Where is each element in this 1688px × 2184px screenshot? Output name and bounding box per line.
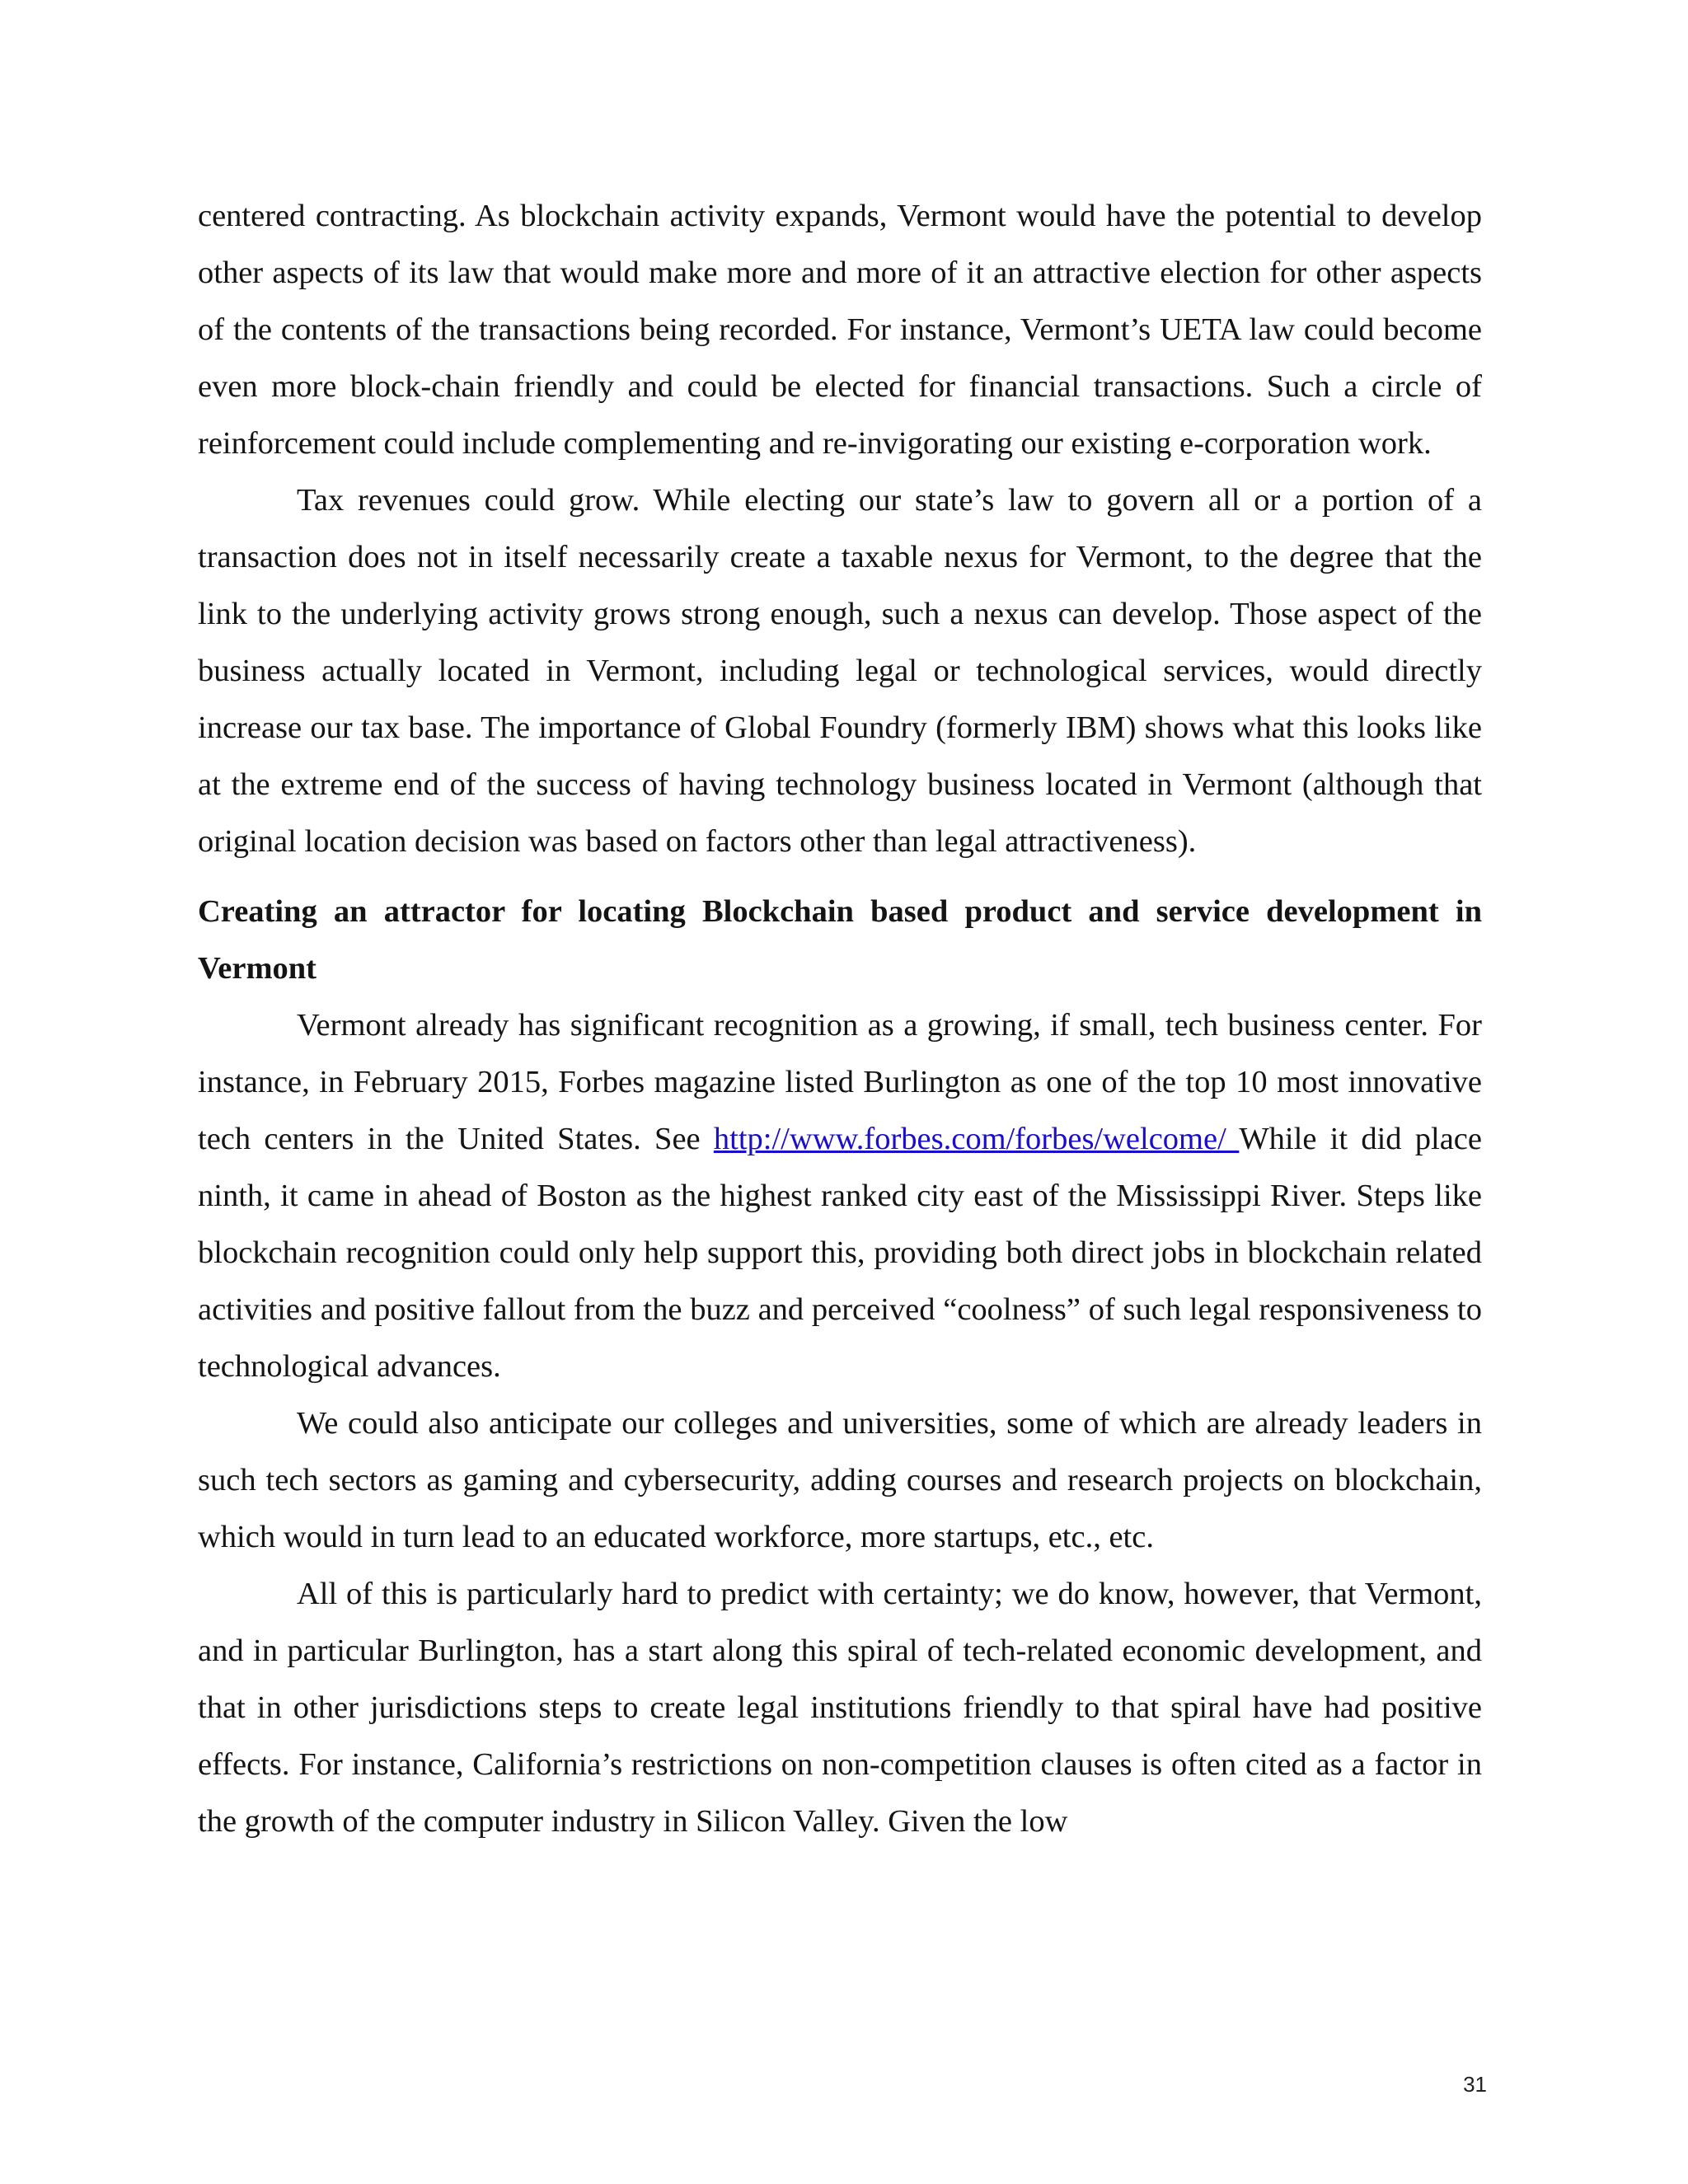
page-number: 31: [1463, 2072, 1487, 2097]
paragraph-text-after-link: While it did place ninth, it came in ahead of Boston as the highest ranked city east of the Mississippi River. Steps like blockchain recognition could only help support this, providing both direct jobs in blockchain related activities and positive fallout from the buzz and perceived “coolness” of such legal responsiveness to technological advances.: [198, 1122, 1482, 1384]
paragraph-tax-revenues: Tax revenues could grow. While electing our state’s law to govern all or a portion of a transaction does not in itself necessarily create a taxable nexus for Vermont, to the degree that the link to the underlying activity grows strong enough, such a nexus can develop. Those aspect of the business actually located in Vermont, including legal or technological services, would directly increase our tax base. The importance of Global Foundry (formerly IBM) shows what this looks like at the extreme end of the success of having technology business located in Vermont (although that original location decision was based on factors other than legal attractiveness).: [198, 483, 1482, 859]
paragraph-text-before-link: Vermont already has significant recognition as a growing, if small, tech business center. For instance, in February 2015, Forbes magazine listed Burlington as one of the top 10 most innovative tech centers in the United States. See: [198, 1008, 1482, 1156]
paragraph-tech-recognition: [198, 997, 1482, 1395]
document-body: [198, 188, 1482, 1850]
paragraph-contracting: centered contracting. As blockchain activity expands, Vermont would have the potential to develop other aspects of its law that would make more and more of it an attractive election for other aspects of the contents of the transactions being recorded. For instance, Vermont’s UETA law could become even more block-chain friendly and could be elected for financial transactions. Such a circle of reinforcement could include complementing and re-invigorating our existing e-corporation work.: [198, 199, 1482, 461]
paragraph-predictions: All of this is particularly hard to predict with certainty; we do know, however, that Vermont, and in particular Burlington, has a start along this spiral of tech-related economic development, and that in other jurisdictions steps to create legal institutions friendly to that spiral have had positive effects. For instance, California’s restrictions on non-competition clauses is often cited as a factor in the growth of the computer industry in Silicon Valley. Given the low: [198, 1577, 1482, 1839]
section-heading: Creating an attractor for locating Blockchain based product and service development in Vermont: [198, 894, 1482, 986]
forbes-link[interactable]: http://www.forbes.com/forbes/welcome/: [713, 1122, 1240, 1156]
paragraph-colleges: We could also anticipate our colleges and universities, some of which are already leaders in such tech sectors as gaming and cybersecurity, adding courses and research projects on blockchain, which would in turn lead to an educated workforce, more startups, etc., etc.: [198, 1406, 1482, 1554]
